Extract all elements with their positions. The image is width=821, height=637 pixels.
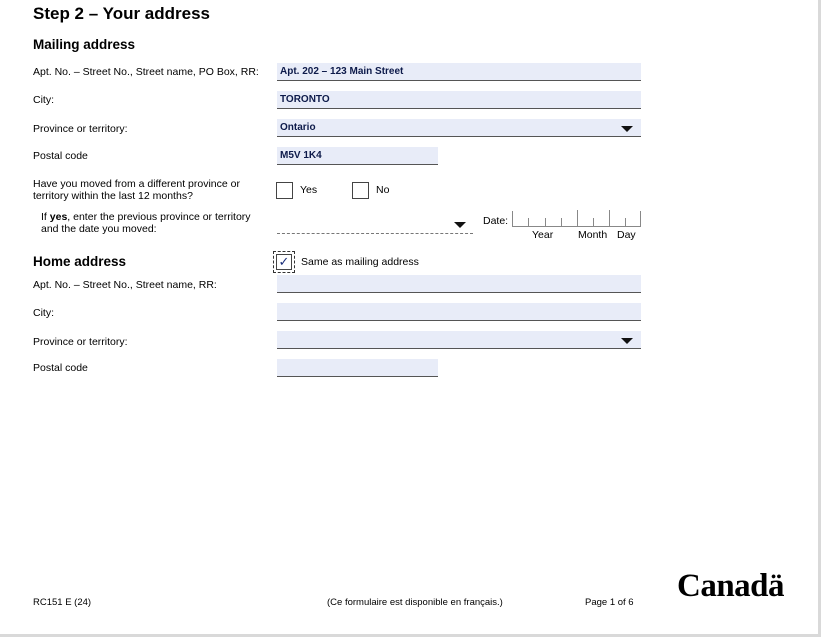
chevron-down-icon[interactable]: [454, 222, 466, 228]
mailing-street-value: Apt. 202 – 123 Main Street: [280, 66, 404, 77]
form-code: RC151 E (24): [33, 597, 92, 608]
date-label: Date:: [483, 215, 509, 227]
date-month-label: Month: [578, 229, 608, 241]
date-tick: [593, 218, 594, 226]
mailing-street-field[interactable]: [277, 63, 641, 81]
home-postal-label: Postal code: [33, 362, 88, 374]
moved-no-label: No: [376, 184, 390, 196]
mailing-city-field[interactable]: [277, 91, 641, 109]
date-year-label: Year: [532, 229, 554, 241]
date-tick: [545, 218, 546, 226]
moved-question: Have you moved from a different province or territory within the last 12 months?: [33, 178, 240, 202]
mailing-province-value: Ontario: [280, 122, 316, 133]
date-tick: [561, 218, 562, 226]
date-day-label: Day: [617, 229, 636, 241]
chevron-down-icon[interactable]: [621, 126, 633, 132]
moved-yes-label: Yes: [300, 184, 318, 196]
mailing-province-dropdown[interactable]: [277, 119, 641, 137]
mailing-street-label: Apt. No. – Street No., Street name, PO Box, RR:: [33, 66, 259, 78]
mailing-city-label: City:: [33, 94, 54, 106]
previous-province-instructions: [41, 211, 267, 235]
home-province-dropdown[interactable]: [277, 331, 641, 349]
mailing-postal-value: M5V 1K4: [280, 150, 322, 161]
prev-suffix: , enter the previous province or territory and the date you moved:: [41, 211, 251, 235]
move-date-field[interactable]: [512, 211, 641, 227]
previous-province-dropdown[interactable]: [277, 216, 473, 234]
home-city-label: City:: [33, 307, 54, 319]
same-as-mailing-checkbox[interactable]: ✓: [276, 254, 292, 270]
moved-yes-checkbox[interactable]: [276, 182, 293, 199]
date-divider: [577, 210, 578, 226]
date-divider: [609, 210, 610, 226]
home-province-label: Province or territory:: [33, 336, 128, 348]
chevron-down-icon[interactable]: [621, 338, 633, 344]
home-street-field[interactable]: [277, 275, 641, 293]
prev-prefix: If: [41, 211, 50, 223]
french-availability-note: (Ce formulaire est disponible en français.): [327, 597, 503, 608]
home-street-label: Apt. No. – Street No., Street name, RR:: [33, 279, 217, 291]
mailing-province-label: Province or territory:: [33, 123, 128, 135]
mailing-postal-label: Postal code: [33, 150, 88, 162]
prev-bold: yes: [49, 211, 68, 223]
moved-no-checkbox[interactable]: [352, 182, 369, 199]
home-address-heading: Home address: [33, 254, 127, 269]
home-postal-field[interactable]: [277, 359, 438, 377]
mailing-address-heading: Mailing address: [33, 37, 136, 52]
date-tick: [528, 218, 529, 226]
page-number: Page 1 of 6: [585, 597, 634, 608]
same-as-mailing-focus-ring: [273, 251, 295, 273]
home-city-field[interactable]: [277, 303, 641, 321]
canada-wordmark: Canadä: [677, 568, 785, 604]
same-as-mailing-label: Same as mailing address: [301, 256, 419, 268]
mailing-postal-field[interactable]: [277, 147, 438, 165]
date-tick: [625, 218, 626, 226]
step-title: Step 2 – Your address: [33, 4, 210, 23]
mailing-city-value: TORONTO: [280, 94, 330, 105]
